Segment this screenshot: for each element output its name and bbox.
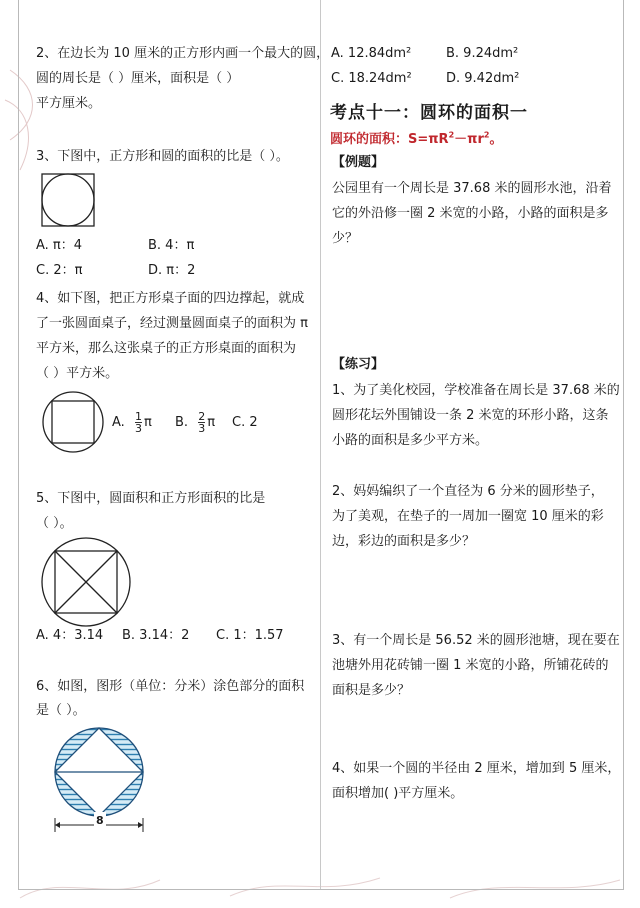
- q4-option-b-symbol: π: [207, 415, 216, 430]
- example-line3: 少？: [332, 231, 359, 246]
- q2-line2: 圆的周长是（ ）厘米，面积是（ ）: [36, 71, 240, 86]
- q5-option-c: C. 1：1.57: [216, 628, 284, 643]
- q4-line4: （ ）平方米。: [36, 366, 119, 381]
- p3-line2: 池塘外用花砖铺一圈 1 米宽的小路，所铺花砖的: [332, 658, 609, 673]
- q6-line1: 6、如图，图形（单位：分米）涂色部分的面积: [36, 679, 305, 694]
- p2-line3: 边，彩边的面积是多少？: [332, 534, 476, 549]
- p1-line2: 圆形花坛外围铺设一条 2 米宽的环形小路，这条: [332, 408, 609, 423]
- q4-option-c: C. 2: [232, 415, 258, 430]
- example-header: 【例题】: [332, 155, 385, 170]
- prev-option-c: C. 18.24dm²: [331, 71, 412, 86]
- circle-with-inscribed-square-figure: [40, 389, 106, 455]
- p2-line2: 为了美观，在垫子的一周加一圈宽 10 厘米的彩: [332, 509, 604, 524]
- square-circle-figure: [38, 170, 98, 230]
- q4-option-b-denominator: 3: [198, 422, 206, 435]
- q4-option-a: [112, 411, 152, 434]
- formula-label: 圆环的面积：: [330, 132, 409, 147]
- q4-option-b-numerator: 2: [198, 410, 206, 423]
- q3-option-a: A. π：4: [36, 238, 83, 253]
- q4-option-b-label: B.: [175, 415, 189, 430]
- q6-dimension-label: 8: [96, 814, 104, 827]
- q2-line3: 平方厘米。: [36, 96, 102, 111]
- q5-option-a: A. 4：3.14: [36, 628, 104, 643]
- p1-line1: 1、为了美化校园，学校准备在周长是 37.68 米的: [332, 383, 620, 398]
- p2-line1: 2、妈妈编织了一个直径为 6 分米的圆形垫子，: [332, 484, 604, 499]
- section-title: 考点十一：圆环的面积一: [330, 103, 528, 123]
- q4-option-a-denominator: 3: [134, 422, 142, 435]
- p3-line3: 面积是多少？: [332, 683, 411, 698]
- q6-line2: 是（ ）。: [36, 703, 86, 718]
- column-divider: [320, 0, 321, 889]
- p1-line3: 小路的面积是多少平方米。: [332, 433, 489, 448]
- q4-option-a-fraction: [135, 411, 142, 434]
- q3-option-b: B. 4：π: [148, 238, 195, 253]
- example-line1: 公园里有一个周长是 37.68 米的圆形水池，沿着: [332, 181, 612, 196]
- example-line2: 它的外沿修一圈 2 米宽的小路，小路的面积是多: [332, 206, 609, 221]
- q4-option-a-label: A.: [112, 415, 125, 430]
- prev-option-d: D. 9.42dm²: [446, 71, 520, 86]
- q2-line1: 2、在边长为 10 厘米的正方形内画一个最大的圆，: [36, 46, 330, 61]
- formula-end: 。: [489, 132, 503, 147]
- q4-option-a-symbol: π: [143, 415, 152, 430]
- p3-line1: 3、有一个周长是 56.52 米的圆形池塘，现在要在: [332, 633, 620, 648]
- q4-line2: 了一张圆面桌子，经过测量圆面桌子的面积为 π: [36, 316, 308, 331]
- q3-question: 3、下图中，正方形和圆的面积的比是（ ）。: [36, 149, 289, 164]
- formula: 圆环的面积：$S=\pi R^2-\pi r^2$。: [330, 130, 503, 147]
- q4-option-a-numerator: 1: [134, 410, 142, 423]
- q4-line1: 4、如下图，把正方形桌子面的四边撑起，就成: [36, 291, 305, 306]
- q4-line3: 平方米，那么这张桌子的正方形桌面的面积为: [36, 341, 297, 356]
- p4-line2: 面积增加( )平方厘米。: [332, 786, 464, 801]
- q5-line1: 5、下图中，圆面积和正方形面积的比是: [36, 491, 266, 506]
- prev-option-b: B. 9.24dm²: [446, 46, 519, 61]
- practice-header: 【练习】: [332, 357, 385, 372]
- prev-option-a: A. 12.84dm²: [331, 46, 412, 61]
- q5-option-b: B. 3.14：2: [122, 628, 190, 643]
- q3-option-c: C. 2：π: [36, 263, 83, 278]
- q5-line2: （ ）。: [36, 516, 73, 531]
- formula-expression: S=πR: [408, 132, 449, 147]
- q4-option-b: [175, 411, 215, 434]
- q3-option-d: D. π：2: [148, 263, 196, 278]
- p4-line1: 4、如果一个圆的半径由 2 厘米，增加到 5 厘米，: [332, 761, 621, 776]
- q4-option-b-fraction: [198, 411, 205, 434]
- formula-middle: －πr: [454, 132, 484, 147]
- circle-square-diagonals-figure: [38, 534, 134, 630]
